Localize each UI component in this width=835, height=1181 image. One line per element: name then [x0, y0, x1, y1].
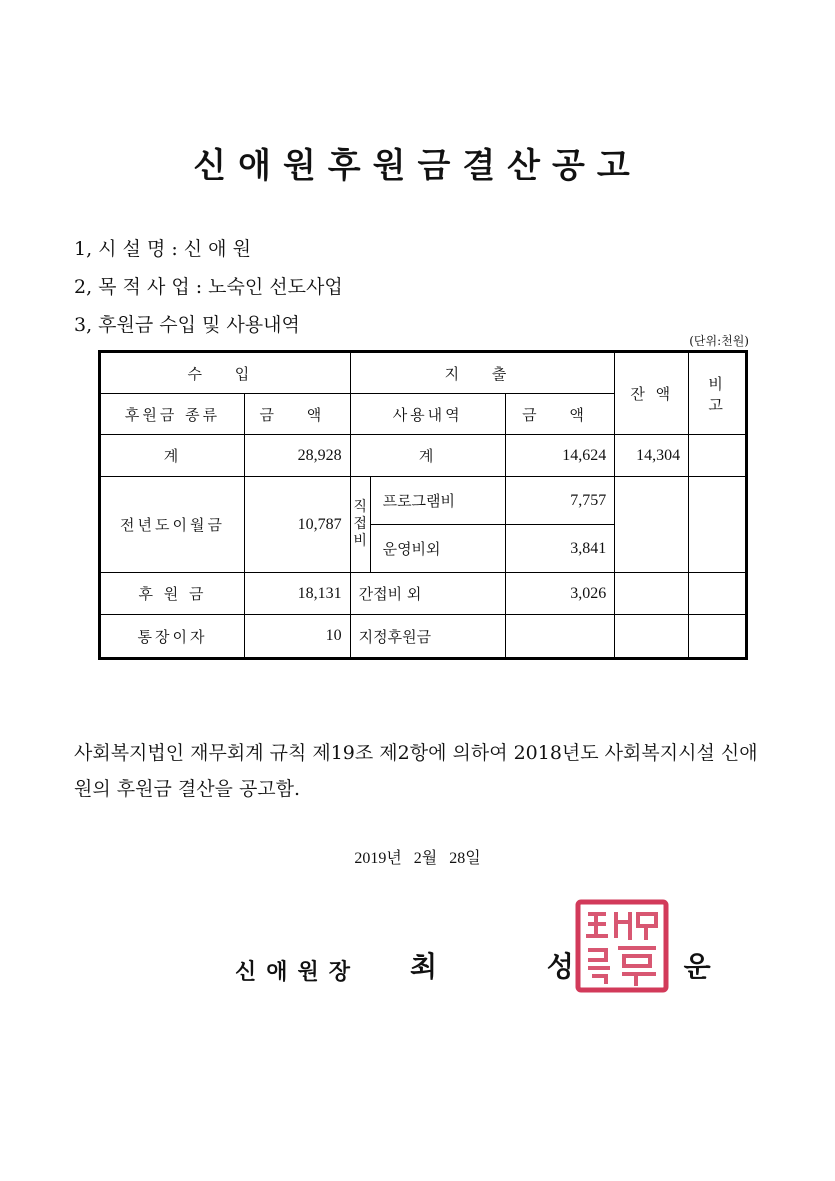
operating-amount: 3,841: [505, 525, 615, 573]
balance-blank-1: [615, 477, 689, 573]
total-expense-amount: 14,624: [505, 435, 615, 477]
total-income-label: 계: [100, 435, 245, 477]
unit-label: (단위:천원): [689, 334, 749, 348]
indirect-label: 간접비 외: [350, 573, 505, 615]
balance-blank-3: [615, 615, 689, 659]
interest-label: 통장이자: [100, 615, 245, 659]
total-income-amount: 28,928: [245, 435, 351, 477]
expense-header: 지 출: [350, 352, 615, 394]
indirect-amount: 3,026: [505, 573, 615, 615]
donation-amount: 18,131: [245, 573, 351, 615]
page-title: 신애원후원금결산공고: [193, 146, 642, 186]
business-purpose-line: 2, 목 적 사 업 : 노숙인 선도사업: [74, 276, 343, 298]
direct-cost-label: 직 접 비: [350, 477, 370, 573]
designated-amount-blank: [505, 615, 615, 659]
balance-blank-2: [615, 573, 689, 615]
facility-name-line: 1, 시 설 명 : 신 애 원: [74, 238, 251, 260]
carryover-label: 전년도이월금: [100, 477, 245, 573]
usage-details-line: 3, 후원금 수입 및 사용내역: [74, 314, 300, 336]
remarks-blank-1: [689, 477, 747, 573]
remarks-header: 비 고: [689, 352, 747, 435]
remarks-blank-3: [689, 615, 747, 659]
carryover-amount: 10,787: [245, 477, 351, 573]
donation-label: 후 원 금: [100, 573, 245, 615]
usage-header: 사용내역: [350, 394, 505, 435]
income-header: 수 입: [100, 352, 351, 394]
operating-label: 운영비외: [370, 525, 505, 573]
financial-table: [98, 350, 748, 660]
official-seal-icon: [574, 898, 670, 994]
interest-amount: 10: [245, 615, 351, 659]
remarks-blank-2: [689, 573, 747, 615]
designated-label: 지정후원금: [350, 615, 505, 659]
balance-header: 잔 액: [615, 352, 689, 435]
signature-title: 신애원장: [235, 960, 361, 985]
remarks-cell: [689, 435, 747, 477]
total-expense-label: 계: [350, 435, 505, 477]
notice-date: 2019년 2월 28일: [354, 850, 481, 867]
income-type-header: 후원금 종류: [100, 394, 245, 435]
signature-name: 최 성 운: [410, 950, 761, 983]
income-amount-header: 금 액: [245, 394, 351, 435]
program-amount: 7,757: [505, 477, 615, 525]
program-label: 프로그램비: [370, 477, 505, 525]
balance-amount: 14,304: [615, 435, 689, 477]
notice-text: 사회복지법인 재무회계 규칙 제19조 제2항에 의하여 2018년도 사회복지시설 신애원의 후원금 결산을 공고함.: [74, 742, 758, 800]
expense-amount-header: 금 액: [505, 394, 615, 435]
